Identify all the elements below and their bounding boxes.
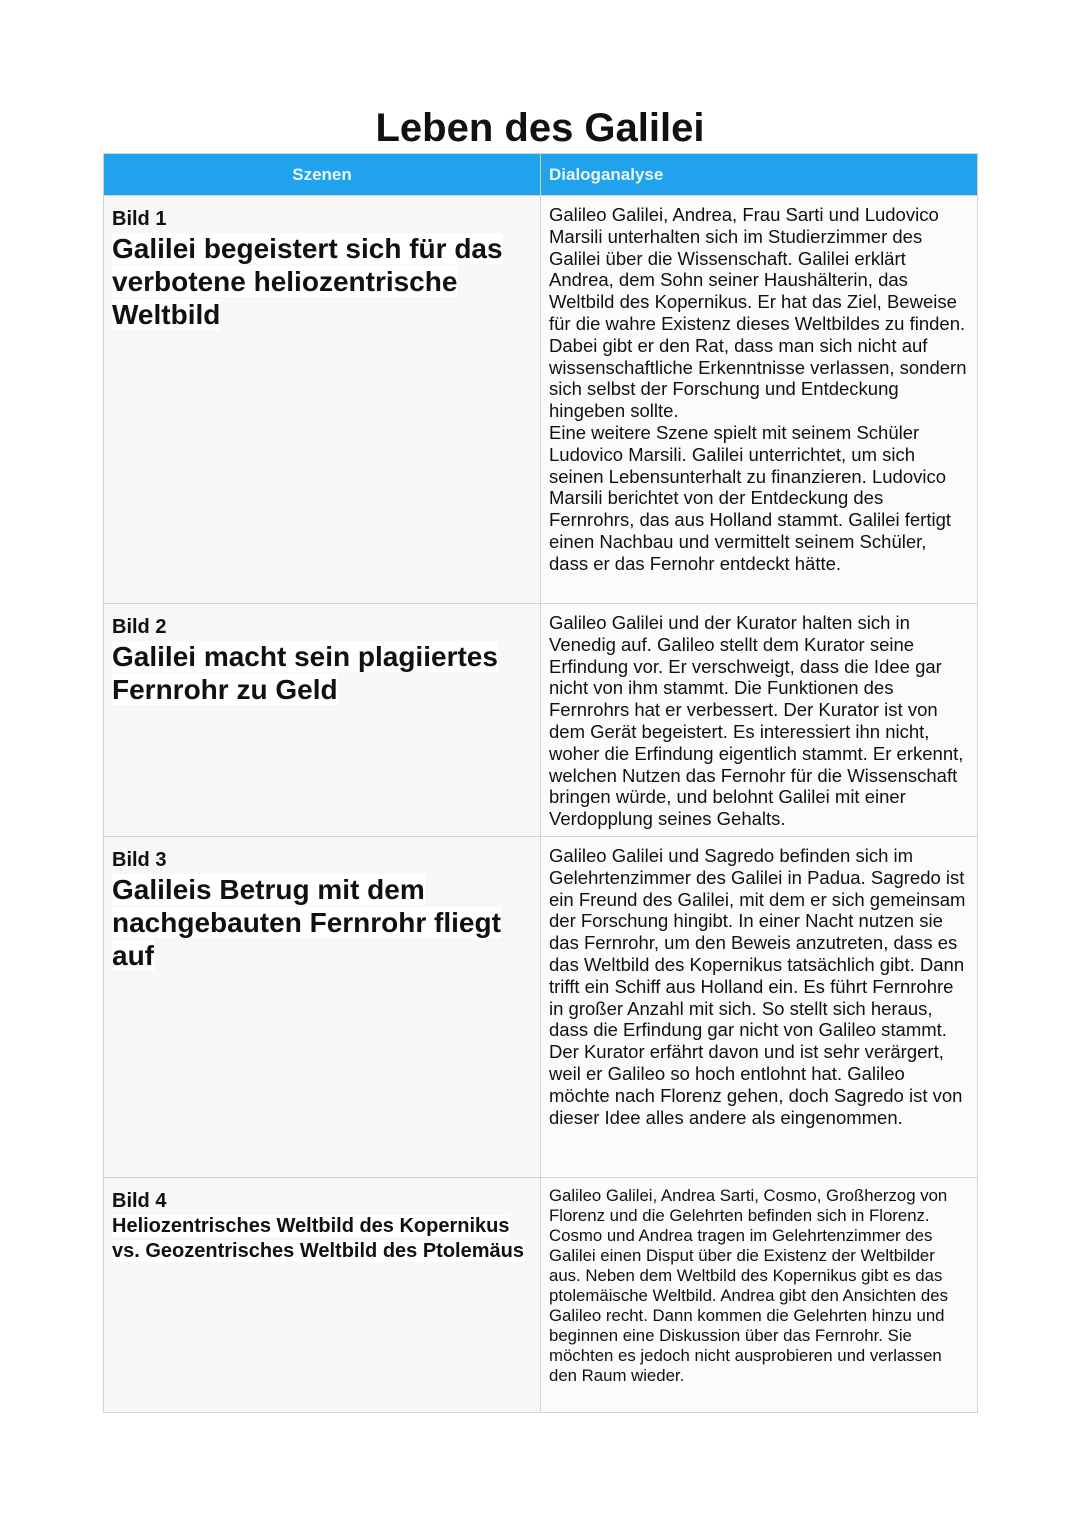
table-row — [104, 837, 978, 1178]
dialog-paragraph: Galileo Galilei, Andrea Sarti, Cosmo, Großherzog von Florenz und die Gelehrten befinden sich in Florenz. Cosmo und Andrea tragen im Gelehrtenzimmer des Galilei einen Disput über die Existenz der Weltbilder aus. Neben dem Weltbild des Kopernikus gibt es das ptolemäische Weltbild. Andrea gibt den Ansichten des Galileo recht. Dann kommen die Gelehrten hinzu und beginnen eine Diskussion über das Fernrohr. Sie möchten es jedoch nicht ausprobieren und verlassen den Raum wieder. — [549, 1186, 948, 1385]
dialog-cell — [541, 837, 978, 1178]
scene-cell — [104, 196, 541, 604]
table-row — [104, 1178, 978, 1413]
dialog-paragraph: Eine weitere Szene spielt mit seinem Schüler Ludovico Marsili. Galilei unterrichtet, um sich seinen Lebensunterhalt zu finanzieren. Ludovico Marsili berichtet von der Entdeckung des Fernrohrs, das aus Holland stammt. Galilei fertigt einen Nachbau und vermittelt seinem Schüler, dass er das Fernohr entdeckt hätte. — [549, 421, 952, 574]
scene-title: Galilei macht sein plagiiertes Fernrohr zu Geld — [112, 641, 498, 705]
dialog-cell — [541, 196, 978, 604]
table-row — [104, 604, 978, 837]
dialog-cell — [541, 604, 978, 837]
scene-title: Heliozentrisches Weltbild des Kopernikus vs. Geozentrisches Weltbild des Ptolemäus — [112, 1215, 524, 1262]
dialog-paragraph: Galileo Galilei, Andrea, Frau Sarti und Ludovico Marsili unterhalten sich im Studierzimmer des Galilei über die Wissenschaft. Galilei erklärt Andrea, dem Sohn seiner Haushälterin, das Weltbild des Kopernikus. Er hat das Ziel, Beweise für die wahre Existenz dieses Weltbildes zu finden. Dabei gibt er den Rat, dass man sich nicht auf wissenschaftliche Erkenntnisse verlassen, sondern sich selbst der Forschung und Entdeckung hingeben sollte. — [549, 204, 967, 422]
dialog-paragraph: Galileo Galilei und Sagredo befinden sich im Gelehrtenzimmer des Galilei in Padua. Sagredo ist ein Freund des Galilei, mit dem er sich gemeinsam der Forschung hingibt. In einer Nacht nutzen sie das Fernrohr, um den Beweis anzutreten, dass es das Weltbild des Kopernikus tatsächlich gibt. Dann trifft ein Schiff aus Holland ein. Es führt Fernrohre in großer Anzahl mit sich. So stellt sich heraus, dass die Erfindung gar nicht von Galileo stammt. Der Kurator erfährt davon und ist sehr verärgert, weil er Galileo so hoch entlohnt hat. Galileo möchte nach Florenz gehen, doch Sagredo ist von dieser Idee alles andere als eingenommen. — [549, 845, 966, 1128]
scene-cell — [104, 837, 541, 1178]
scene-number: Bild 3 — [112, 849, 167, 871]
dialog-text — [549, 612, 969, 830]
scene-cell — [104, 1178, 541, 1413]
dialog-paragraph: Galileo Galilei und der Kurator halten sich in Venedig auf. Galileo stellt dem Kurator seine Erfindung vor. Er verschweigt, dass die Idee gar nicht von ihm stammt. Die Funktionen des Fernrohrs hat er verbessert. Der Kurator ist von dem Gerät begeistert. Es interessiert ihn nicht, woher die Erfindung eigentlich stammt. Er erkennt, welchen Nutzen das Fernohr für die Wissenschaft bringen würde, und belohnt Galilei mit einer Verdopplung seines Gehalts. — [549, 612, 964, 830]
scene-analysis-table — [103, 153, 978, 1413]
table-header-row — [104, 154, 978, 196]
document-title: Leben des Galilei — [375, 106, 705, 150]
scene-title: Galilei begeistert sich für das verbotene heliozentrische Weltbild — [112, 233, 503, 330]
dialog-cell — [541, 1178, 978, 1413]
table-row — [104, 196, 978, 604]
header-dialog-analysis: Dialoganalyse — [541, 154, 978, 196]
scene-number: Bild 2 — [112, 616, 167, 638]
scene-title: Galileis Betrug mit dem nachgebauten Fernrohr fliegt auf — [112, 874, 501, 971]
scene-number: Bild 4 — [112, 1190, 167, 1212]
scene-number: Bild 1 — [112, 208, 167, 230]
dialog-text — [549, 1186, 969, 1386]
header-scenes: Szenen — [104, 154, 541, 196]
dialog-text — [549, 845, 969, 1128]
scene-cell — [104, 604, 541, 837]
dialog-text — [549, 204, 969, 575]
